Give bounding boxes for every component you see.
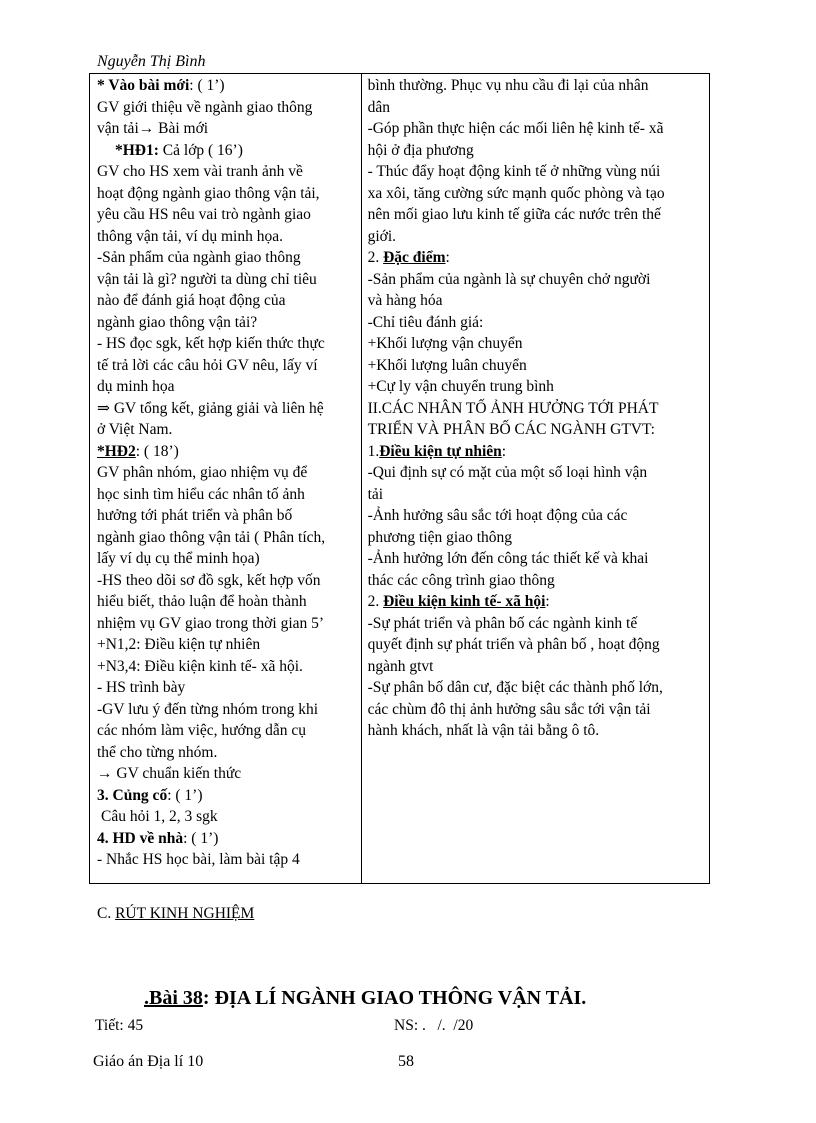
text-line: ngành giao thông vận tải ( Phân tích, xyxy=(97,528,326,546)
text-line: +Khối lượng vận chuyển xyxy=(367,335,523,352)
text-line: thông vận tải, ví dụ minh họa. xyxy=(97,227,283,245)
dkkt-colon: : xyxy=(545,593,550,610)
rut-kinh-nghiem-heading xyxy=(97,905,254,923)
text-line: -Chỉ tiêu đánh giá: xyxy=(367,313,484,331)
text-line: -Ảnh hưởng sâu sắc tới hoạt động của các xyxy=(367,507,628,524)
lesson-name: : ĐỊA LÍ NGÀNH GIAO THÔNG VẬN TẢI. xyxy=(202,987,587,1009)
text-line: yêu cầu HS nêu vai trò ngành giao xyxy=(97,206,311,223)
dktn-label: Điều kiện tự nhiên xyxy=(379,442,502,460)
dktn-colon: : xyxy=(501,442,507,460)
hdvn-time: : ( 1’) xyxy=(183,829,219,847)
text-line: GV cho HS xem vài tranh ảnh về xyxy=(97,163,303,180)
text-line: và hàng hóa xyxy=(367,292,443,309)
role-text xyxy=(368,75,701,247)
text-line: học sinh tìm hiểu các nhân tố ảnh xyxy=(97,485,305,503)
rk-label: RÚT KINH NGHIỆM xyxy=(115,905,255,922)
text-line: nhiệm vụ GV giao trong thời gian 5’ xyxy=(97,614,325,632)
text-line: +Cự ly vận chuyển trung bình xyxy=(367,378,554,395)
text-line: nên mối giao lưu kinh tế giữa các nước trên thế xyxy=(367,206,661,223)
date-label: NS: . /. /20 xyxy=(394,1017,474,1034)
text-line: hưởng tới phát triển và phân bố xyxy=(97,507,293,524)
text-line: hoạt động ngành giao thông vận tải, xyxy=(97,184,320,202)
text-line: lấy ví dụ cụ thể minh họa) xyxy=(97,550,260,567)
text-line: -Sản phẩm của ngành giao thông xyxy=(97,249,301,266)
hdvn-text: - Nhắc HS học bài, làm bài tập 4 xyxy=(97,851,300,868)
hd2-text xyxy=(97,462,353,785)
text-line: hiểu biết, thảo luận để hoàn thành xyxy=(97,593,307,610)
cungco-time: : ( 1’) xyxy=(167,786,203,804)
lesson-table xyxy=(89,73,710,884)
text-line: -Sản phẩm của ngành là sự chuyên chở người xyxy=(367,270,651,288)
rk-prefix: C. xyxy=(97,905,116,922)
hd2-label: *HĐ2 xyxy=(97,442,136,460)
dacdiem-text xyxy=(368,269,701,441)
dktn-num: 1. xyxy=(367,442,380,460)
text-line: ⇒ GV tổng kết, giảng giải và liên hệ xyxy=(97,399,324,417)
dacdiem-colon: : xyxy=(445,249,450,266)
text-line: II.CÁC NHÂN TỐ ẢNH HƯỞNG TỚI PHÁT xyxy=(367,399,659,417)
dacdiem-num: 2. xyxy=(367,249,384,266)
text-line: vận tải→ Bài mới xyxy=(97,120,209,137)
text-line: ở Việt Nam. xyxy=(97,421,173,438)
text-line: hội ở địa phương xyxy=(367,141,474,159)
text-line: dân xyxy=(367,98,390,116)
cungco-label: 3. Củng cố xyxy=(97,786,168,804)
text-line: TRIỂN VÀ PHÂN BỐ CÁC NGÀNH GTVT: xyxy=(367,421,655,438)
text-line: các chùm đô thị ảnh hưởng sâu sắc tới vận tải xyxy=(367,700,651,718)
hdvn-heading xyxy=(97,828,353,850)
text-line: vận tải là gì? người ta dùng chỉ tiêu xyxy=(97,270,317,288)
dacdiem-label: Đặc điểm xyxy=(383,249,446,266)
footer-subject: Giáo án Địa lí 10 xyxy=(93,1053,204,1070)
text-line: hành khách, nhất là vận tải bằng ô tô. xyxy=(367,722,600,739)
text-line: dụ minh họa xyxy=(97,378,175,395)
text-line: quyết định sự phát triển và phân bố , hoạt động xyxy=(367,636,660,653)
text-line: -Ảnh hưởng lớn đến công tác thiết kế và khai xyxy=(367,550,649,567)
intro-text xyxy=(97,97,353,140)
text-line: ngành gtvt xyxy=(367,657,434,675)
dktn-heading xyxy=(368,441,701,463)
dacdiem-heading xyxy=(368,247,701,269)
text-line: - HS đọc sgk, kết hợp kiến thức thực xyxy=(97,335,325,352)
intro-heading xyxy=(97,75,353,97)
text-line: -Sự phát triển và phân bố các ngành kinh tế xyxy=(367,614,638,632)
dkkt-label: Điều kiện kinh tế- xã hội xyxy=(383,593,546,610)
text-line: GV phân nhóm, giao nhiệm vụ để xyxy=(97,464,308,481)
text-line: - HS trình bày xyxy=(97,679,186,696)
hd1-time: Cả lớp ( 16’) xyxy=(158,141,243,159)
intro-time: : ( 1’) xyxy=(189,77,225,94)
text-line: các nhóm làm việc, hướng dẫn cụ xyxy=(97,722,306,739)
text-line: GV giới thiệu về ngành giao thông xyxy=(97,98,313,116)
text-line: xa xôi, tăng cường sức mạnh quốc phòng và tạo xyxy=(367,184,665,202)
text-line: +N1,2: Điều kiện tự nhiên xyxy=(97,636,261,653)
content-column xyxy=(362,74,709,883)
text-line: ngành giao thông vận tải? xyxy=(97,313,258,331)
text-line: phương tiện giao thông xyxy=(367,528,513,546)
dktn-text xyxy=(368,462,701,591)
text-line: → GV chuẩn kiến thức xyxy=(97,765,242,782)
page-number: 58 xyxy=(398,1053,414,1070)
text-line: nào để đánh giá hoạt động của xyxy=(97,292,286,309)
cungco-heading xyxy=(97,785,353,807)
text-line: -Qui định sự có mặt của một số loại hình vận xyxy=(367,464,648,481)
lesson-number: .Bài 38 xyxy=(144,987,203,1009)
text-line: giới. xyxy=(367,227,396,245)
text-line: +N3,4: Điều kiện kinh tế- xã hội. xyxy=(97,657,303,675)
text-line: -GV lưu ý đến từng nhóm trong khi xyxy=(97,700,319,718)
intro-label: * Vào bài mới xyxy=(97,77,190,94)
text-line: -HS theo dõi sơ đồ sgk, kết hợp vốn xyxy=(97,571,321,589)
text-line: tải xyxy=(367,485,384,503)
dkkt-text xyxy=(368,613,701,742)
author-name: Nguyễn Thị Bình xyxy=(97,53,206,70)
hd2-time: : ( 18’) xyxy=(135,442,179,460)
hd1-heading xyxy=(97,140,353,162)
text-line: -Sự phân bố dân cư, đặc biệt các thành phố lớn, xyxy=(367,679,663,696)
cungco-text: Câu hỏi 1, 2, 3 sgk xyxy=(101,808,218,825)
hd1-text xyxy=(97,161,353,441)
text-line: thể cho từng nhóm. xyxy=(97,743,218,761)
text-line: tế trả lời các câu hỏi GV nêu, lấy ví xyxy=(97,356,318,374)
text-line: -Góp phần thực hiện các mối liên hệ kinh tế- xã xyxy=(367,120,664,137)
teacher-activities-column xyxy=(90,74,362,883)
text-line: +Khối lượng luân chuyển xyxy=(367,356,527,374)
hd2-heading xyxy=(97,441,353,463)
dkkt-num: 2. xyxy=(367,593,384,610)
text-line: thác các công trình giao thông xyxy=(367,571,555,589)
text-line: - Thúc đẩy hoạt động kinh tế ở những vùng núi xyxy=(367,163,661,180)
period-label: Tiết: 45 xyxy=(95,1017,144,1034)
dkkt-heading xyxy=(368,591,701,613)
lesson-title xyxy=(144,987,586,1010)
hd1-label: *HĐ1: xyxy=(115,141,159,159)
hdvn-label: 4. HD về nhà xyxy=(97,829,184,847)
text-line: bình thường. Phục vụ nhu cầu đi lại của nhân xyxy=(367,77,649,94)
